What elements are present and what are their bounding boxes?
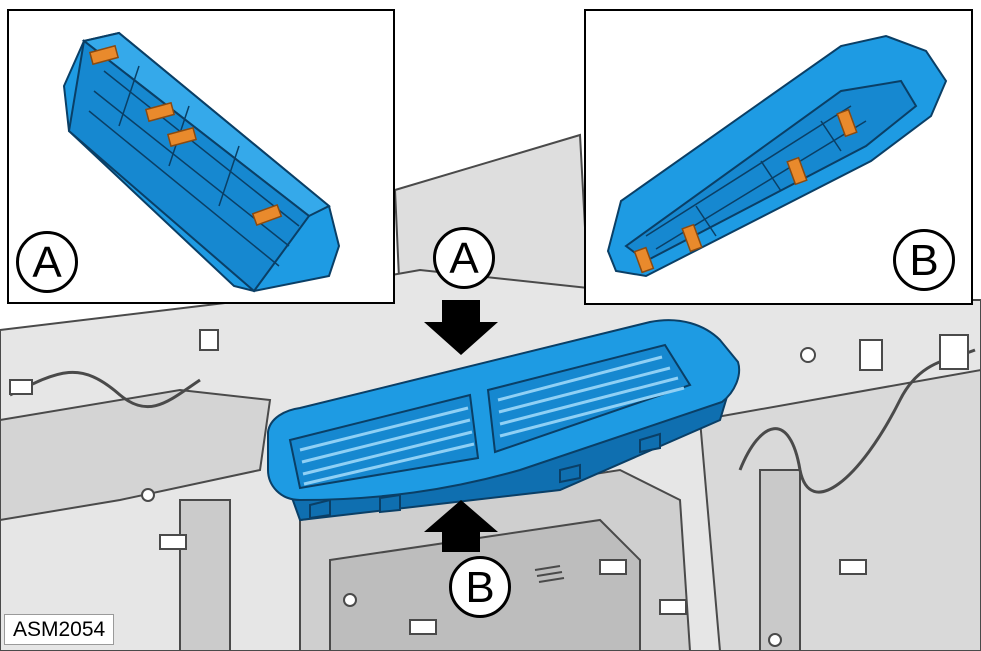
callout-a-arrow (433, 227, 495, 289)
mounting-slot (160, 535, 186, 549)
figure-reference-code: ASM2054 (4, 614, 114, 645)
callout-letter: B (909, 236, 939, 285)
bolt-hole (801, 348, 815, 362)
bolt-hole (344, 594, 356, 606)
mounting-slot (410, 620, 436, 634)
connector (860, 340, 882, 370)
callout-b-arrow (449, 556, 511, 618)
mounting-slot (660, 600, 686, 614)
right-bracket-post (760, 470, 800, 651)
mounting-slot (840, 560, 866, 574)
connector (200, 330, 218, 350)
bolt-hole (769, 634, 781, 646)
callout-letter: B (465, 563, 495, 612)
callout-letter: A (449, 234, 479, 283)
mounting-slot (600, 560, 626, 574)
callout-letter: A (32, 238, 62, 287)
connector (940, 335, 968, 369)
left-bracket-post (180, 500, 230, 651)
connector (10, 380, 32, 394)
callout-a-inset (16, 231, 78, 293)
bolt-hole (142, 489, 154, 501)
dashboard-right-frame (700, 370, 981, 651)
callout-b-inset (893, 229, 955, 291)
